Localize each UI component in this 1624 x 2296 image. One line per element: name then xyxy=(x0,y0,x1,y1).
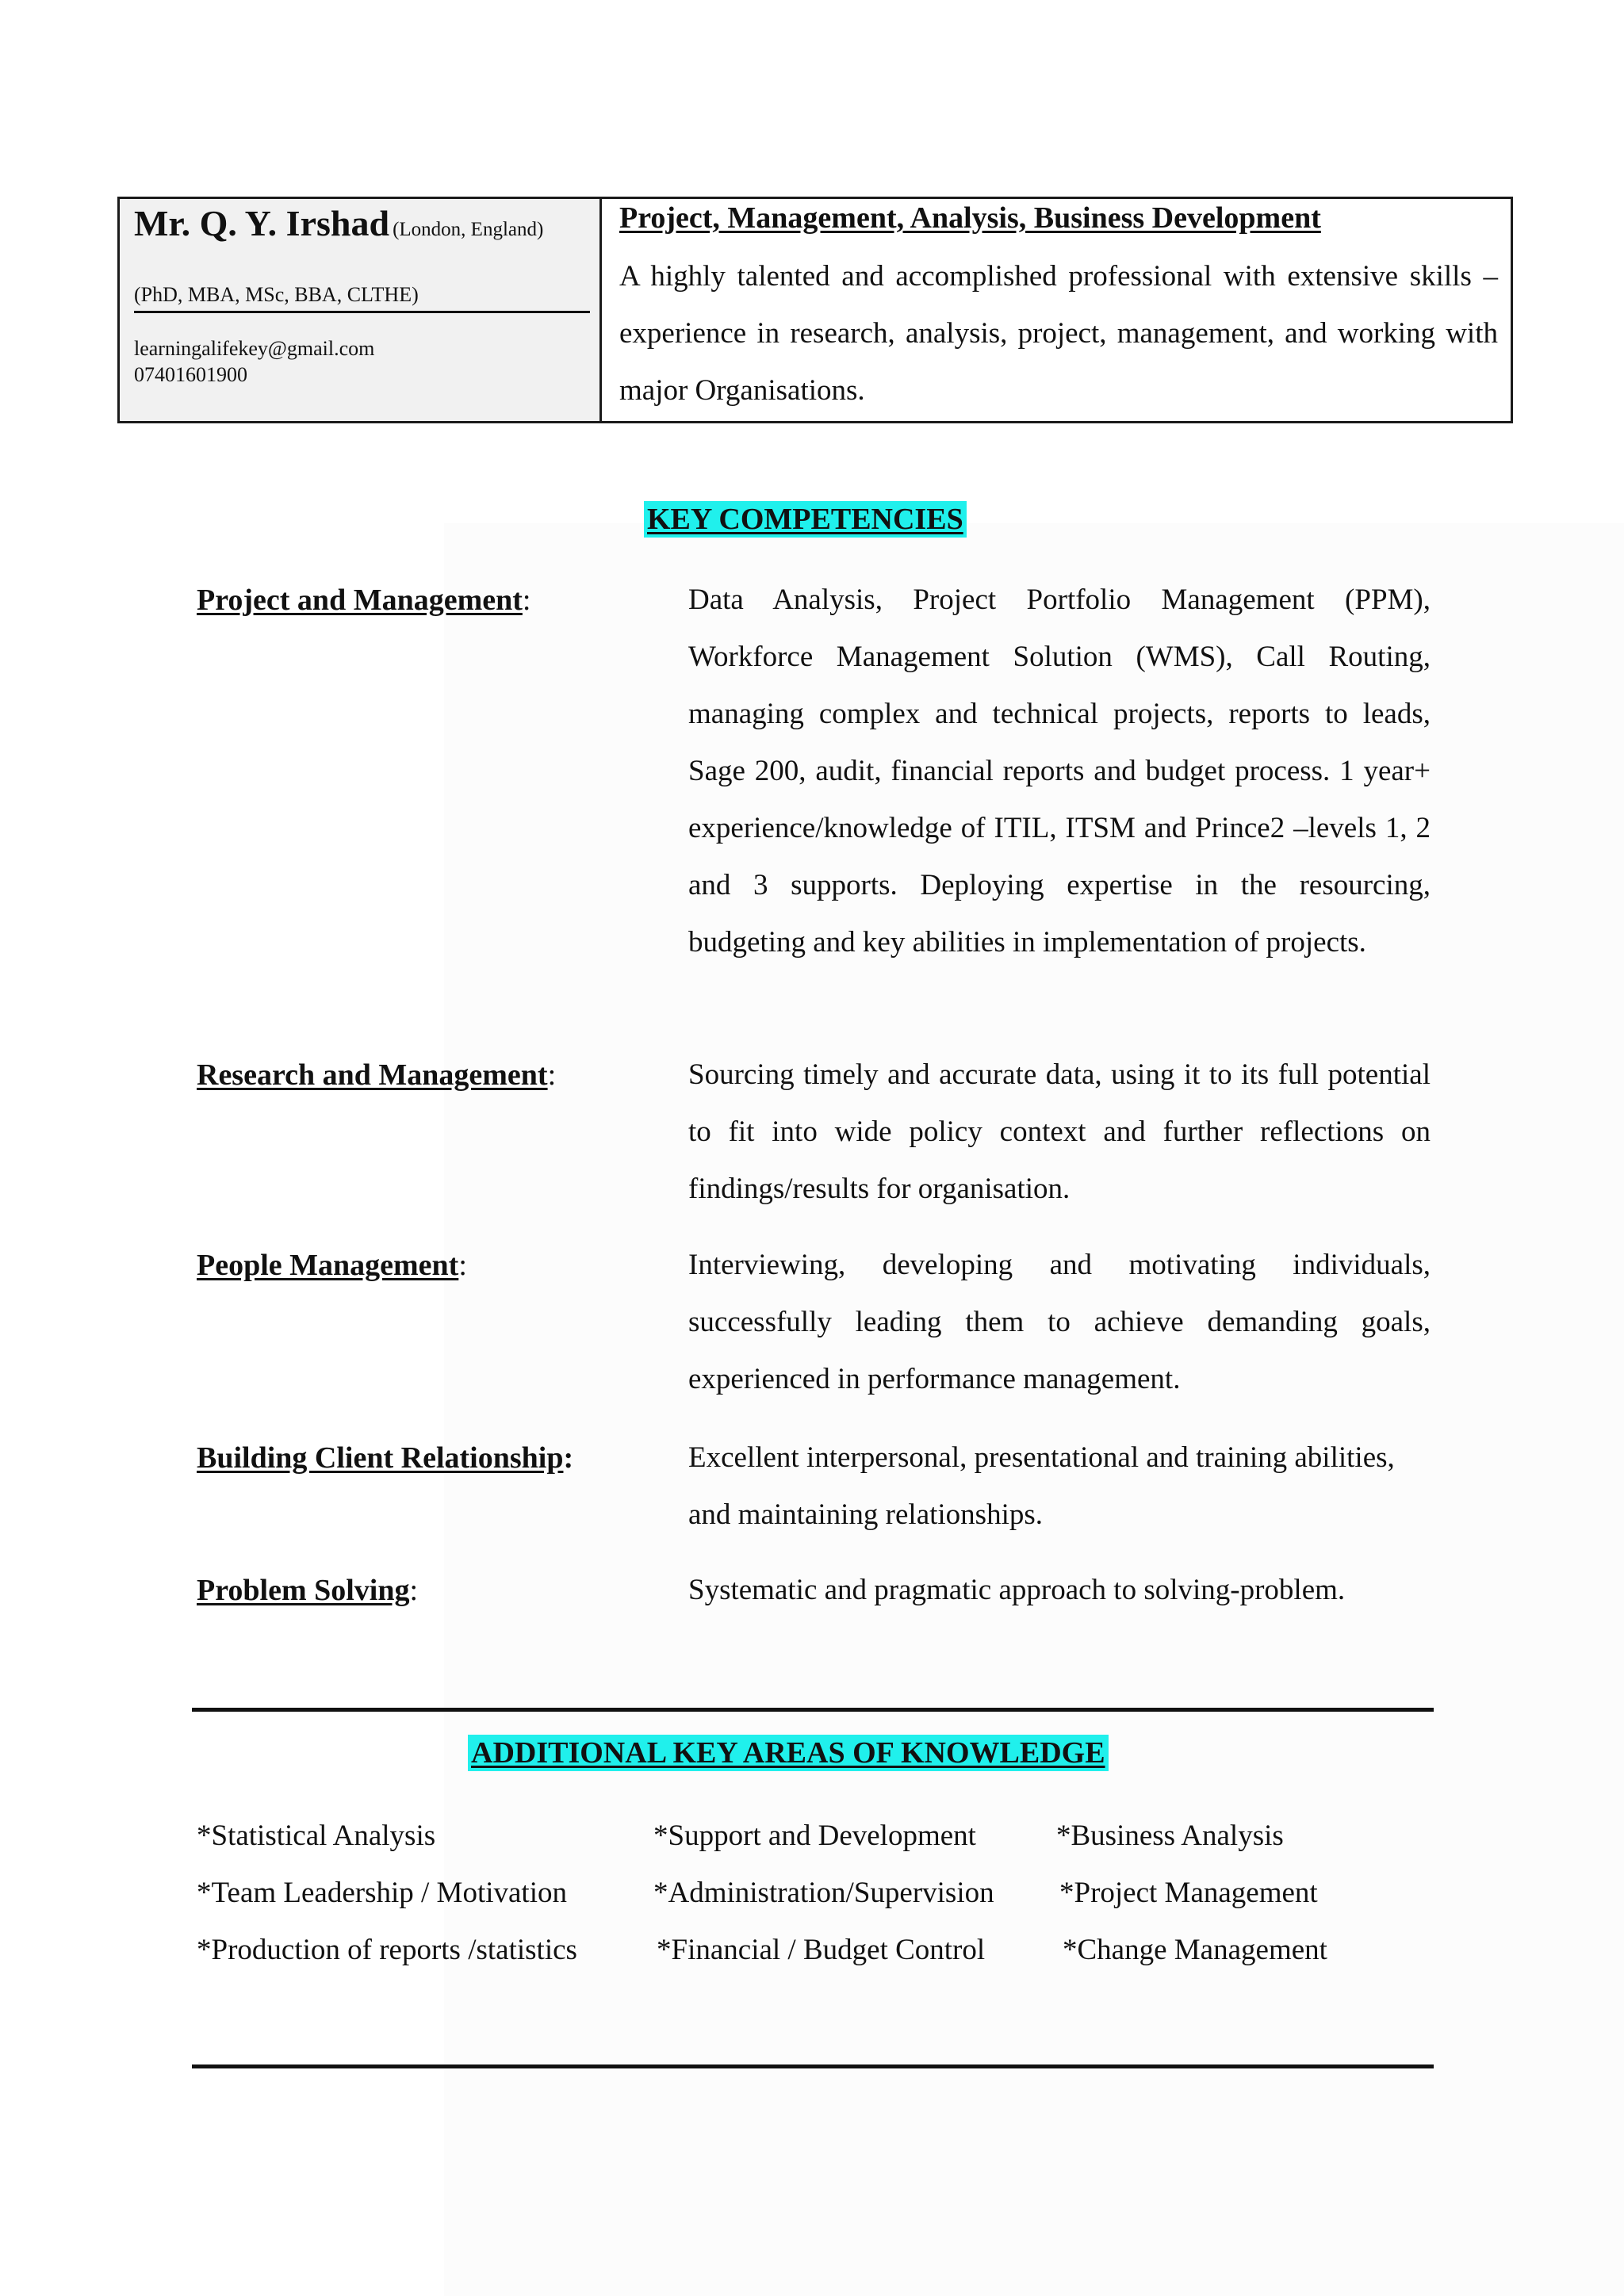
knowledge-item: *Business Analysis xyxy=(1056,1820,1284,1852)
additional-knowledge-title: ADDITIONAL KEY AREAS OF KNOWLEDGE xyxy=(468,1735,1109,1771)
competency-description: Data Analysis, Project Portfolio Management (PPM), Workforce Management Solution (WMS), Call Routing, managing complex and technical projects, reports to leads, Sage 200, audit, financial reports and budget process. 1 year+ experience/knowledge of ITIL, ITSM and Prince2 –levels 1, 2 and 3 supports. Deploying expertise in the resourcing, budgeting and key abilities in implementation of projects. xyxy=(688,584,1431,959)
competency-label: Project and Management: xyxy=(197,584,531,617)
key-competencies-title: KEY COMPETENCIES xyxy=(644,501,967,538)
header-box xyxy=(117,197,1513,423)
profile-panel xyxy=(602,199,1511,421)
knowledge-row xyxy=(197,1808,1465,1865)
candidate-location: (London, England) xyxy=(393,219,544,240)
competency-label: People Management: xyxy=(197,1249,467,1282)
competency-description: Excellent interpersonal, presentational and training abilities, and maintaining relationships. xyxy=(688,1441,1395,1531)
section-divider xyxy=(192,2064,1434,2068)
knowledge-item: *Project Management xyxy=(1059,1877,1318,1909)
knowledge-item: *Team Leadership / Motivation xyxy=(197,1877,567,1909)
degrees: (PhD, MBA, MSc, BBA, CLTHE) xyxy=(134,283,419,306)
knowledge-item: *Production of reports /statistics xyxy=(197,1934,577,1966)
knowledge-item: *Change Management xyxy=(1063,1934,1327,1966)
competency-description: Interviewing, developing and motivating individuals, successfully leading them to achieve demanding goals, experienced in performance management. xyxy=(688,1249,1431,1395)
knowledge-item: *Statistical Analysis xyxy=(197,1820,436,1852)
competency-label: Problem Solving: xyxy=(197,1574,419,1607)
competency-description: Systematic and pragmatic approach to solving-problem. xyxy=(688,1574,1346,1606)
email[interactable]: learningalifekey@gmail.com xyxy=(134,337,375,360)
knowledge-grid xyxy=(197,1808,1465,1979)
competency-label: Research and Management: xyxy=(197,1058,557,1092)
section-divider xyxy=(192,1708,1434,1712)
competency-description: Sourcing timely and accurate data, using it to its full potential to fit into wide policy context and further reflections on findings/results for organisation. xyxy=(688,1058,1431,1205)
knowledge-row xyxy=(197,1922,1465,1979)
phone: 07401601900 xyxy=(134,363,247,386)
knowledge-item: *Administration/Supervision xyxy=(653,1877,994,1909)
profile-headline: Project, Management, Analysis, Business Development xyxy=(619,201,1321,235)
competency-label: Building Client Relationship: xyxy=(197,1441,574,1475)
knowledge-row xyxy=(197,1865,1465,1922)
candidate-name: Mr. Q. Y. Irshad xyxy=(134,203,390,243)
name-line xyxy=(134,202,543,244)
contact-divider xyxy=(134,311,590,313)
knowledge-item: *Financial / Budget Control xyxy=(657,1934,986,1966)
profile-summary: A highly talented and accomplished professional with extensive skills – experience in research, analysis, project, management, and working with major Organisations. xyxy=(619,260,1498,407)
contact-panel xyxy=(120,199,602,421)
knowledge-item: *Support and Development xyxy=(653,1820,976,1852)
